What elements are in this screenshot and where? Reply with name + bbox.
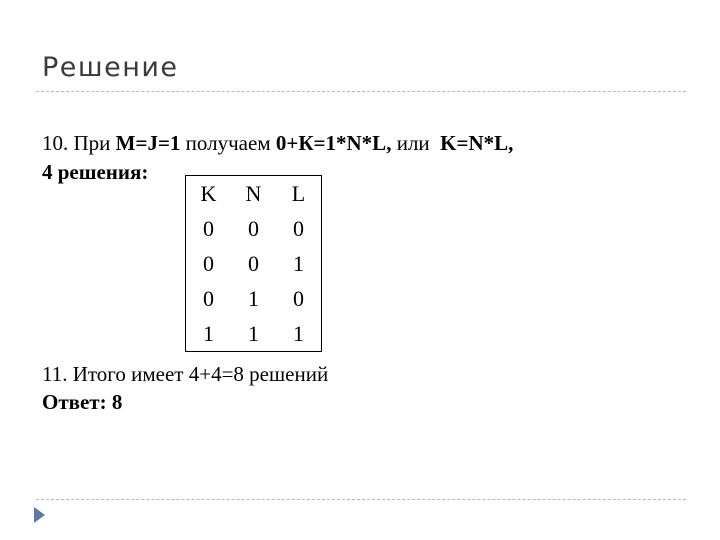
- table-cell: 1: [203, 320, 214, 346]
- table-cell: 1: [293, 250, 304, 276]
- table-header-cell: K: [200, 180, 217, 206]
- title-divider: [36, 91, 686, 92]
- answer: [42, 390, 122, 415]
- table-cell: 1: [248, 285, 259, 311]
- table-row: [186, 281, 322, 316]
- table-cell: 0: [248, 250, 259, 276]
- solution-step-11: 11. Итого имеет 4+4=8 решений: [42, 362, 329, 386]
- table-cell: 1: [293, 320, 304, 346]
- table-row: [186, 211, 322, 246]
- slide-title: Решение: [42, 52, 179, 83]
- step-10-or: или: [391, 131, 435, 155]
- table-cell: 0: [203, 250, 214, 276]
- table-header-cell: N: [245, 180, 262, 206]
- solution-step-10: [42, 131, 513, 156]
- arrow-right-icon[interactable]: [34, 507, 45, 523]
- table-header-row: [186, 176, 322, 212]
- step-10-prefix: 10. При: [42, 131, 116, 155]
- table-cell: 0: [293, 285, 304, 311]
- table-row: [186, 316, 322, 352]
- step-10-condition: M=J=1: [115, 131, 181, 155]
- table-cell: 0: [203, 285, 214, 311]
- step-10-equation: 0+К=1*N*L,: [275, 131, 392, 155]
- truth-table: [185, 175, 322, 352]
- answer-text: Ответ: 8: [42, 390, 123, 414]
- step-10-text: получаем: [180, 131, 276, 155]
- footer-divider: [36, 499, 686, 500]
- solutions-count-label: 4 решения:: [42, 160, 149, 184]
- table-cell: 0: [293, 215, 304, 241]
- table-cell: 0: [203, 215, 214, 241]
- table-header-cell: L: [291, 180, 306, 206]
- solutions-count: [42, 160, 148, 185]
- table-cell: 1: [248, 320, 259, 346]
- table-cell: 0: [248, 215, 259, 241]
- table-row: [186, 246, 322, 281]
- step-10-result: K=N*L,: [440, 131, 514, 155]
